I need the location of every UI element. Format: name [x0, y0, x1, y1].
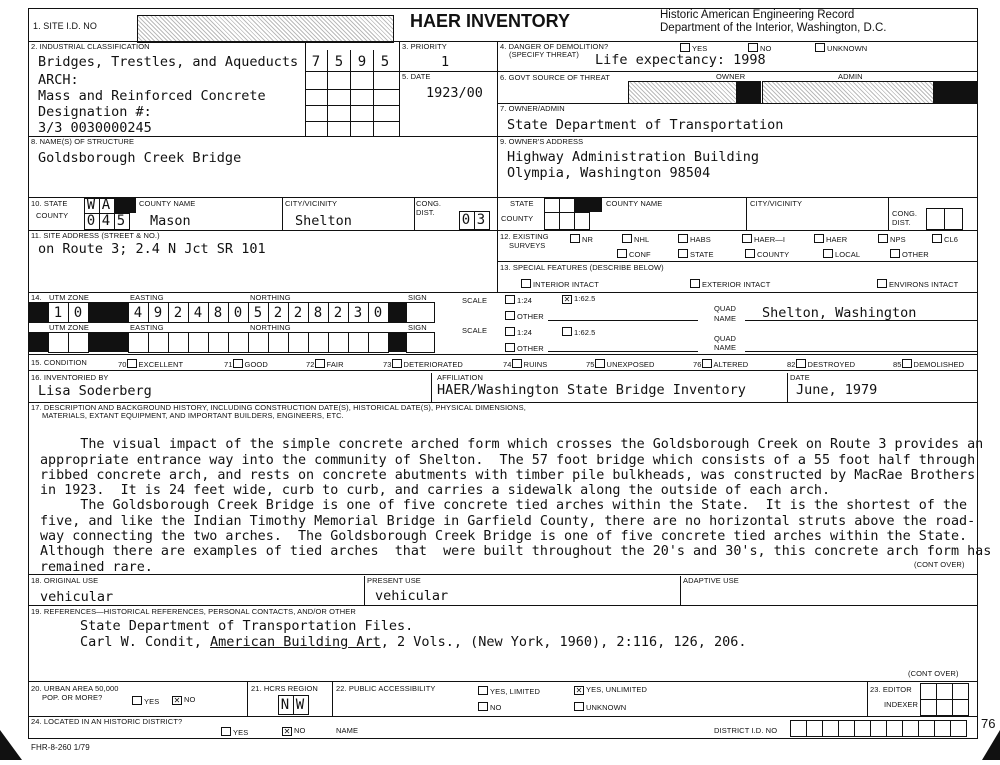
county-digit-2: 4: [101, 213, 111, 229]
condition-destroyed[interactable]: 82 DESTROYED: [787, 360, 856, 369]
owner-state-label: STATE: [510, 199, 534, 208]
affiliation-value: HAER/Washington State Bridge Inventory: [437, 382, 746, 398]
scale-1-625-2[interactable]: 1:62.5: [562, 327, 595, 337]
owner-admin-label: 7. OWNER/ADMIN: [500, 104, 565, 113]
scale-1-625[interactable]: ✕ 1:62.5: [563, 294, 596, 304]
inv-date-label: DATE: [790, 373, 810, 382]
urban-label1: 20. URBAN AREA 50,000: [31, 684, 119, 693]
owner-dist-label: DIST.: [892, 218, 911, 227]
feature-interior[interactable]: INTERIOR INTACT: [521, 279, 599, 289]
description-label1: 17. DESCRIPTION AND BACKGROUND HISTORY, INCLUDING CONSTRUCTION DATE(S), HISTORICAL DATE(S), PHYSICAL DIMENSIONS,: [31, 403, 526, 412]
surveys-label2: SURVEYS: [509, 241, 546, 250]
classification-line2: ARCH:: [38, 72, 79, 88]
class-code-3: 9: [357, 54, 367, 70]
indexer-label: INDEXER: [884, 700, 919, 709]
owner-admin-value: State Department of Transportation: [507, 117, 784, 133]
quad-label-2: QUAD: [714, 334, 737, 343]
scale-other-2[interactable]: OTHER: [505, 343, 544, 353]
dist-label: DIST.: [416, 208, 435, 217]
date-value: 1923/00: [426, 85, 483, 101]
classification-line3: Mass and Reinforced Concrete: [38, 88, 266, 104]
class-code-4: 5: [380, 54, 390, 70]
condition-excellent[interactable]: 70 EXCELLENT: [118, 360, 184, 369]
condition-good[interactable]: 71 GOOD: [224, 360, 268, 369]
date-label: 5. DATE: [402, 72, 431, 81]
northing-digit-3: 2: [293, 305, 303, 321]
northing-digit-4: 8: [313, 305, 323, 321]
district-label: 24. LOCATED IN AN HISTORIC DISTRICT?: [31, 717, 183, 726]
condition-demolished[interactable]: 85 DEMOLISHED: [893, 360, 965, 369]
easting-label: EASTING: [130, 293, 164, 302]
owner-address-label: 9. OWNER'S ADDRESS: [500, 137, 584, 146]
surveys-label1: 12. EXISTING: [500, 232, 549, 241]
access-yes-unlimited[interactable]: ✕ YES, UNLIMITED: [575, 685, 647, 695]
condition-unexposed[interactable]: 75 UNEXPOSED: [586, 360, 655, 369]
classification-line5: 3/3 0030000245: [38, 120, 152, 136]
access-unknown[interactable]: UNKNOWN: [574, 702, 626, 712]
present-use-label: PRESENT USE: [367, 576, 421, 585]
survey-nps[interactable]: NPS: [878, 234, 906, 244]
class-code-2: 5: [334, 54, 344, 70]
demolition-sublabel: (SPECIFY THREAT): [509, 50, 579, 59]
classification-line1: Bridges, Trestles, and Aqueducts: [38, 54, 299, 70]
survey-county[interactable]: COUNTY: [745, 249, 789, 259]
description-line: five, and like the Indian Timothy Memorial Bridge in Garfield County, there are no horizontal struts above the road-: [40, 513, 976, 529]
class-code-1: 7: [311, 54, 321, 70]
description-line: ribbed concrete arch, and rests on concrete abutments with timber pile bulkheads, was constructed by MacRae Brothers: [40, 467, 976, 483]
survey-local[interactable]: LOCAL: [823, 249, 860, 259]
description-line: appropriate entrance way into the community of Shelton. The 57 foot bridge which consists of a 55 foot half through: [40, 452, 976, 468]
hcrs-char-2: W: [295, 697, 305, 713]
easting-digit-3: 2: [173, 305, 183, 321]
site-id-label: 1. SITE I.D. NO: [33, 21, 98, 31]
utm-zone-label: UTM ZONE: [49, 293, 89, 302]
survey-haer1[interactable]: HAER—I: [742, 234, 785, 244]
description-label2: MATERIALS, EXTANT EQUIPMENT, AND IMPORTANT BUILDERS, ENGINEERS, ETC.: [42, 411, 344, 420]
present-use-value: vehicular: [375, 588, 449, 604]
northing-digit-5: 2: [333, 305, 343, 321]
condition-fair[interactable]: 72 FAIR: [306, 360, 344, 369]
access-yes-limited[interactable]: YES, LIMITED: [478, 686, 540, 696]
special-features-label: 13. SPECIAL FEATURES (DESCRIBE BELOW): [500, 263, 664, 272]
adaptive-use-label: ADAPTIVE USE: [683, 576, 739, 585]
county-label: COUNTY: [36, 211, 69, 220]
easting-digit-1: 4: [133, 305, 143, 321]
inventoried-by-label: 16. INVENTORIED BY: [31, 373, 109, 382]
owner-label: OWNER: [716, 72, 746, 81]
utm-zone-label-2: UTM ZONE: [49, 323, 89, 332]
site-id-field[interactable]: [137, 15, 394, 43]
description-text: [40, 422, 991, 590]
access-label: 22. PUBLIC ACCESSIBILITY: [336, 684, 436, 693]
survey-nhl[interactable]: NHL: [622, 234, 649, 244]
district-no[interactable]: ✕ NO: [283, 726, 306, 736]
condition-altered[interactable]: 76 ALTERED: [693, 360, 749, 369]
demolition-label: 4. DANGER OF DEMOLITION?: [500, 42, 609, 51]
inv-date-value: June, 1979: [796, 382, 878, 398]
description-line: The visual impact of the simple concrete arched form which crosses the Goldsborough Creek on Route 3 provides an: [40, 437, 984, 453]
city-label: CITY/VICINITY: [285, 199, 338, 208]
county-name-label: COUNTY NAME: [139, 199, 196, 208]
survey-other[interactable]: OTHER: [890, 249, 929, 259]
access-no[interactable]: NO: [478, 702, 501, 712]
govt-source-label: 6. GOVT SOURCE OF THREAT: [500, 73, 610, 82]
admin-label: ADMIN: [838, 72, 863, 81]
scale-label: SCALE: [462, 296, 488, 305]
urban-no[interactable]: ✕ NO: [173, 695, 196, 705]
quad-name-value: Shelton, Washington: [762, 305, 917, 321]
condition-label: 15. CONDITION: [31, 358, 87, 367]
utm-number-label: 14.: [31, 293, 42, 302]
sign-label: SIGN: [408, 293, 427, 302]
description-line: The Goldsborough Creek Bridge is one of five concrete tied arches within the State. It is the shortest of the: [40, 498, 968, 514]
northing-digit-6: 3: [353, 305, 363, 321]
owner-county-label: COUNTY: [501, 214, 534, 223]
structure-name-label: 8. NAME(S) OF STRUCTURE: [31, 137, 135, 146]
affiliation-label: AFFILIATION: [437, 373, 483, 382]
description-line: in 1923. It is 24 feet wide, curb to curb, and carries a sidewalk along the outside of each arch.: [40, 483, 831, 499]
county-digit-1: 0: [86, 213, 96, 229]
cong-digit-1: 0: [461, 212, 471, 228]
original-use-label: 18. ORIGINAL USE: [31, 576, 99, 585]
easting-label-2: EASTING: [130, 323, 164, 332]
survey-nr[interactable]: NR: [570, 234, 593, 244]
condition-deteriorated[interactable]: 73 DETERIORATED: [383, 360, 463, 369]
owner-code-field[interactable]: [628, 81, 737, 104]
cong-digit-2: 3: [476, 212, 486, 228]
northing-digit-7: 0: [373, 305, 383, 321]
state-char-1: W: [86, 197, 96, 213]
demolition-value: Life expectancy: 1998: [595, 52, 766, 68]
district-yes[interactable]: YES: [221, 727, 248, 737]
condition-ruins[interactable]: 74 RUINS: [503, 360, 548, 369]
inventoried-by-value: Lisa Soderberg: [38, 383, 152, 399]
feature-environs[interactable]: ENVIRONS INTACT: [877, 279, 958, 289]
page-number: 76: [981, 716, 996, 731]
description-line: Although there are examples of tied arches that were built throughout the 20's and 30's, this concrete arch form has: [40, 544, 992, 560]
county-digit-3: 5: [116, 213, 126, 229]
quad-label: QUAD: [714, 304, 737, 313]
admin-code-field[interactable]: [762, 81, 934, 104]
quad-name-label: NAME: [714, 314, 737, 323]
form-number: FHR-8-260 1/79: [31, 743, 90, 752]
description-cont: (CONT OVER): [914, 560, 965, 569]
survey-state[interactable]: STATE: [678, 249, 714, 259]
scale-other[interactable]: OTHER: [505, 311, 544, 321]
northing-digit-1: 5: [253, 305, 263, 321]
owner-cong-label: CONG.: [892, 209, 918, 218]
description-line: way connecting the two arches. The Goldsborough Creek Bridge is one of five concrete tied arches within the State.: [40, 529, 968, 545]
northing-label: NORTHING: [250, 293, 291, 302]
classification-line4: Designation #:: [38, 104, 152, 120]
county-name-value: Mason: [150, 213, 191, 229]
site-address-value: on Route 3; 2.4 N Jct SR 101: [38, 241, 266, 257]
district-id-label: DISTRICT I.D. NO: [714, 726, 778, 735]
city-value: Shelton: [295, 213, 352, 229]
scale-1-24-2[interactable]: 1:24: [505, 327, 532, 337]
survey-haer[interactable]: HAER: [814, 234, 847, 244]
survey-habs[interactable]: HABS: [678, 234, 711, 244]
urban-yes[interactable]: YES: [132, 696, 159, 706]
cong-label: CONG.: [416, 199, 442, 208]
description-line: remained rare.: [40, 559, 153, 575]
demolition-unknown[interactable]: UNKNOWN: [815, 43, 867, 53]
reference-line2: Carl W. Condit, American Building Art, 2 Vols., (New York, 1960), 2:116, 126, 206.: [80, 634, 747, 650]
editor-label: 23. EDITOR: [870, 685, 912, 694]
structure-name-value: Goldsborough Creek Bridge: [38, 150, 242, 166]
survey-conf[interactable]: CONF: [617, 249, 651, 259]
utm-zone-digit-1: 1: [53, 305, 63, 321]
site-address-label: 11. SITE ADDRESS (STREET & NO.): [31, 231, 160, 240]
classification-label: 2. INDUSTRIAL CLASSIFICATION: [31, 42, 150, 51]
sign-label-2: SIGN: [408, 323, 427, 332]
state-char-2: A: [101, 197, 111, 213]
owner-address-line2: Olympia, Washington 98504: [507, 165, 711, 181]
form-title: HAER INVENTORY: [410, 11, 571, 31]
easting-digit-6: 0: [233, 305, 243, 321]
priority-label: 3. PRIORITY: [402, 42, 447, 51]
easting-digit-4: 4: [193, 305, 203, 321]
original-use-value: vehicular: [40, 589, 114, 605]
hcrs-char-1: N: [280, 697, 290, 713]
quad-name-label-2: NAME: [714, 343, 737, 352]
northing-digit-2: 2: [273, 305, 283, 321]
survey-cl6[interactable]: CL6: [932, 234, 958, 244]
owner-county-name-label: COUNTY NAME: [606, 199, 663, 208]
owner-city-label: CITY/VICINITY: [750, 199, 803, 208]
scale-label-2: SCALE: [462, 326, 488, 335]
scale-1-24[interactable]: 1:24: [505, 295, 532, 305]
reference-line1: State Department of Transportation Files.: [80, 618, 414, 634]
owner-address-line1: Highway Administration Building: [507, 149, 759, 165]
priority-value: 1: [441, 54, 450, 70]
references-label: 19. REFERENCES—HISTORICAL REFERENCES, PERSONAL CONTACTS, AND/OR OTHER: [31, 607, 356, 616]
utm-zone-digit-2: 0: [73, 305, 83, 321]
district-name-label: NAME: [336, 726, 359, 735]
hcrs-label: 21. HCRS REGION: [251, 684, 318, 693]
demolition-no[interactable]: NO: [748, 43, 771, 53]
demolition-yes[interactable]: YES: [680, 43, 707, 53]
easting-digit-2: 9: [153, 305, 163, 321]
urban-label2: POP. OR MORE?: [42, 693, 103, 702]
state-label: 10. STATE: [31, 199, 68, 208]
references-cont: (CONT OVER): [908, 669, 959, 678]
northing-label-2: NORTHING: [250, 323, 291, 332]
agency-name: Historic American Engineering Record Department of the Interior, Washington, D.C.: [660, 9, 887, 34]
feature-exterior[interactable]: EXTERIOR INTACT: [690, 279, 770, 289]
easting-digit-5: 8: [213, 305, 223, 321]
